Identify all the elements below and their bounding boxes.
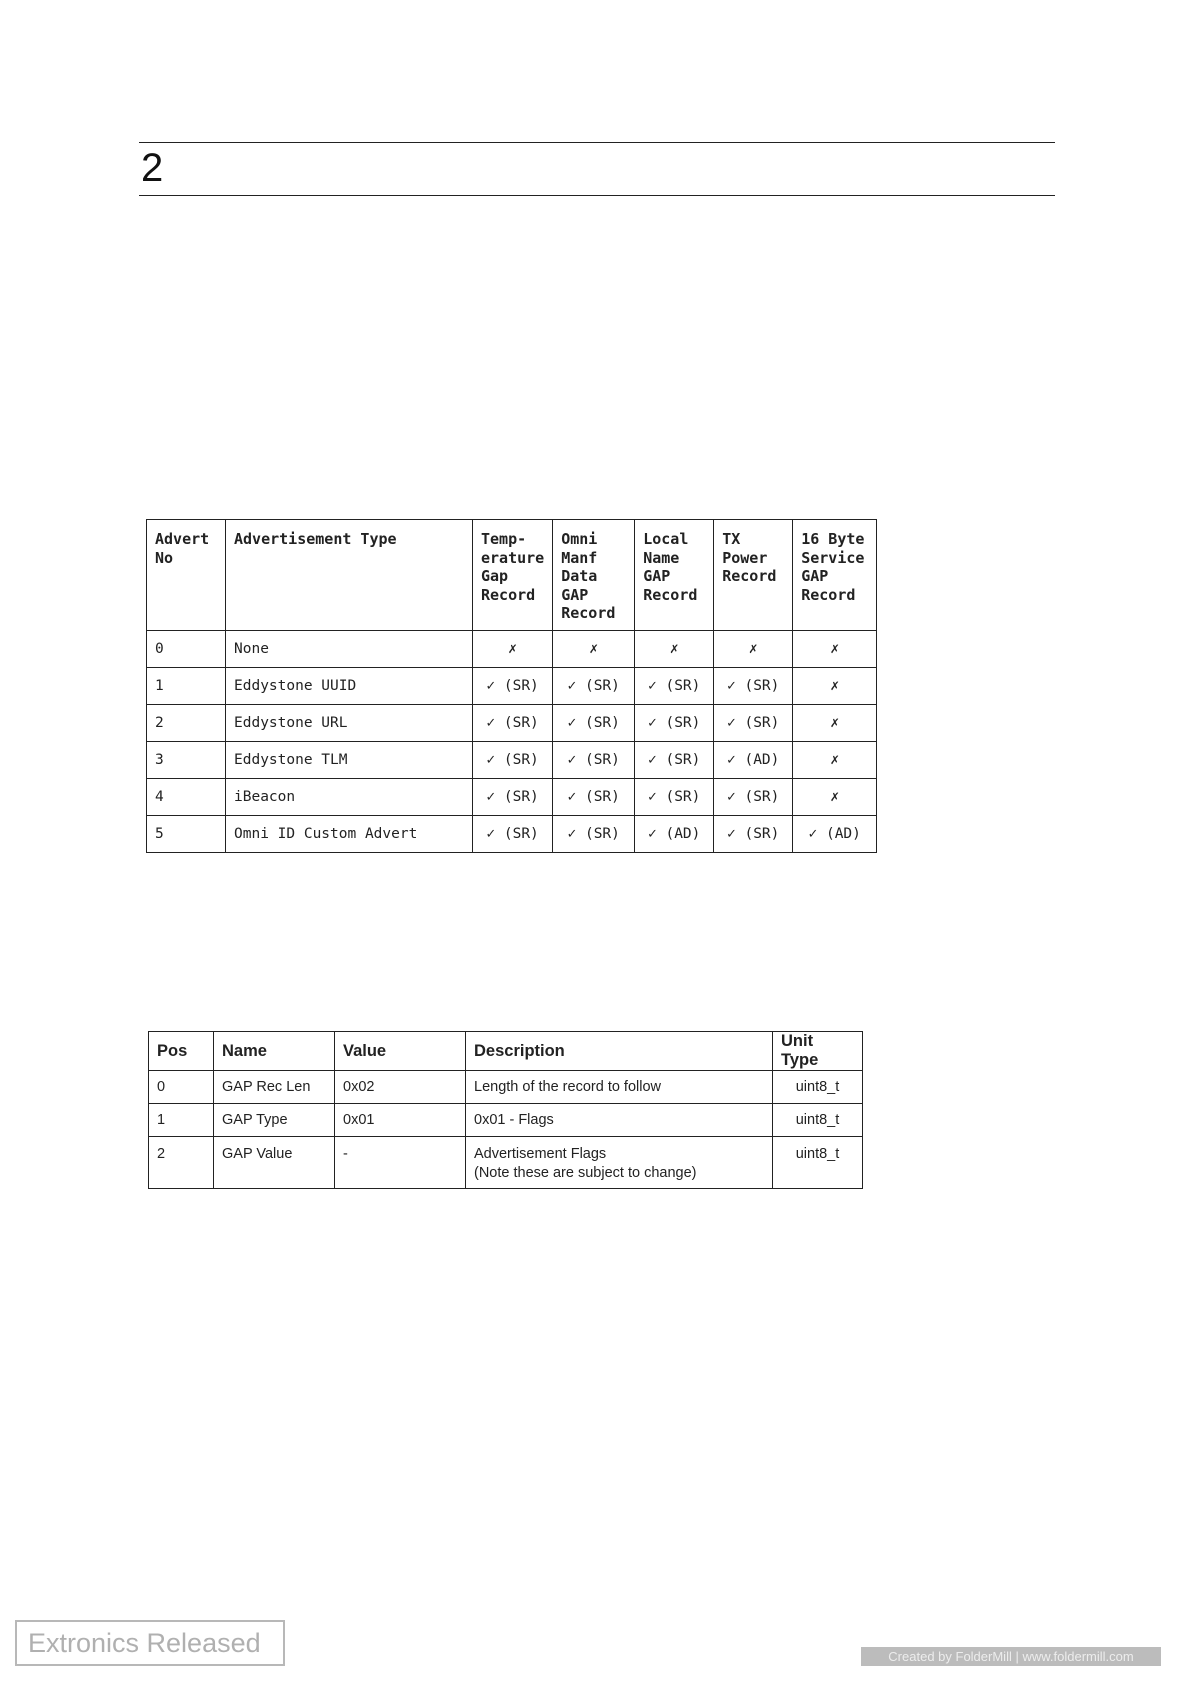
header-value: Value [335,1032,466,1071]
advert-table-header-row [147,520,877,631]
advert-type-cell: None [226,630,473,667]
unit-type-cell: uint8_t [773,1137,863,1189]
pos-cell: 2 [149,1137,214,1189]
advert-no-cell: 1 [147,667,226,704]
record-cell: ✓ (SR) [714,704,793,741]
advert-type-cell: iBeacon [226,778,473,815]
pos-cell: 1 [149,1104,214,1137]
header-tx-power-record: TX Power Record [714,520,793,631]
record-cell: ✓ (SR) [553,778,635,815]
record-cell: ✓ (SR) [635,667,714,704]
unit-type-cell: uint8_t [773,1071,863,1104]
record-cell: ✗ [714,630,793,667]
header-omni-manf-data-gap-record: Omni Manf Data GAP Record [553,520,635,631]
header-description: Description [466,1032,773,1071]
record-cell: ✗ [473,630,553,667]
released-stamp: Extronics Released [15,1620,285,1666]
advert-no-cell: 2 [147,704,226,741]
header-16-byte-service-gap-record: 16 Byte Service GAP Record [793,520,877,631]
record-cell: ✓ (SR) [473,704,553,741]
table-row [149,1104,863,1137]
record-cell: ✗ [635,630,714,667]
gap-record-table [148,1031,863,1189]
table-row [147,778,877,815]
table-row [147,704,877,741]
record-cell: ✓ (SR) [473,815,553,852]
name-cell: GAP Type [214,1104,335,1137]
table-row [147,630,877,667]
record-cell: ✗ [793,778,877,815]
record-cell: ✗ [793,667,877,704]
section-number: 2 [141,146,164,190]
description-cell: Length of the record to follow [466,1071,773,1104]
advert-type-cell: Omni ID Custom Advert [226,815,473,852]
pos-cell: 0 [149,1071,214,1104]
advert-no-cell: 0 [147,630,226,667]
advert-no-cell: 5 [147,815,226,852]
header-pos: Pos [149,1032,214,1071]
description-cell: Advertisement Flags (Note these are subject to change) [466,1137,773,1189]
header-local-name-gap-record: Local Name GAP Record [635,520,714,631]
advert-type-cell: Eddystone URL [226,704,473,741]
table-row [147,815,877,852]
unit-type-cell: uint8_t [773,1104,863,1137]
header-unit-type: Unit Type [773,1032,863,1071]
value-cell: 0x02 [335,1071,466,1104]
header-advertisement-type: Advertisement Type [226,520,473,631]
record-cell: ✓ (SR) [714,815,793,852]
advert-type-cell: Eddystone UUID [226,667,473,704]
record-cell: ✓ (SR) [635,704,714,741]
record-cell: ✗ [793,741,877,778]
record-cell: ✓ (SR) [553,667,635,704]
record-cell: ✗ [553,630,635,667]
header-name: Name [214,1032,335,1071]
record-cell: ✓ (AD) [714,741,793,778]
record-cell: ✓ (SR) [714,778,793,815]
value-cell: 0x01 [335,1104,466,1137]
record-cell: ✗ [793,630,877,667]
gap-table-header-row [149,1032,863,1071]
record-cell: ✓ (SR) [473,778,553,815]
record-cell: ✓ (SR) [635,741,714,778]
table-row [149,1137,863,1189]
foldermill-credit: Created by FolderMill | www.foldermill.com [861,1647,1161,1666]
header-temperature-gap-record: Temp- erature Gap Record [473,520,553,631]
record-cell: ✓ (SR) [553,741,635,778]
record-cell: ✓ (SR) [714,667,793,704]
record-cell: ✓ (SR) [473,741,553,778]
value-cell: - [335,1137,466,1189]
record-cell: ✓ (SR) [553,815,635,852]
description-cell: 0x01 - Flags [466,1104,773,1137]
record-cell: ✓ (SR) [635,778,714,815]
advert-no-cell: 3 [147,741,226,778]
header-advert-no: Advert No [147,520,226,631]
record-cell: ✗ [793,704,877,741]
name-cell: GAP Value [214,1137,335,1189]
table-row [147,741,877,778]
advert-no-cell: 4 [147,778,226,815]
name-cell: GAP Rec Len [214,1071,335,1104]
table-row [149,1071,863,1104]
advert-type-cell: Eddystone TLM [226,741,473,778]
advertisement-type-table [146,519,877,853]
record-cell: ✓ (SR) [473,667,553,704]
section-header [139,142,1055,196]
record-cell: ✓ (AD) [793,815,877,852]
record-cell: ✓ (AD) [635,815,714,852]
record-cell: ✓ (SR) [553,704,635,741]
table-row [147,667,877,704]
